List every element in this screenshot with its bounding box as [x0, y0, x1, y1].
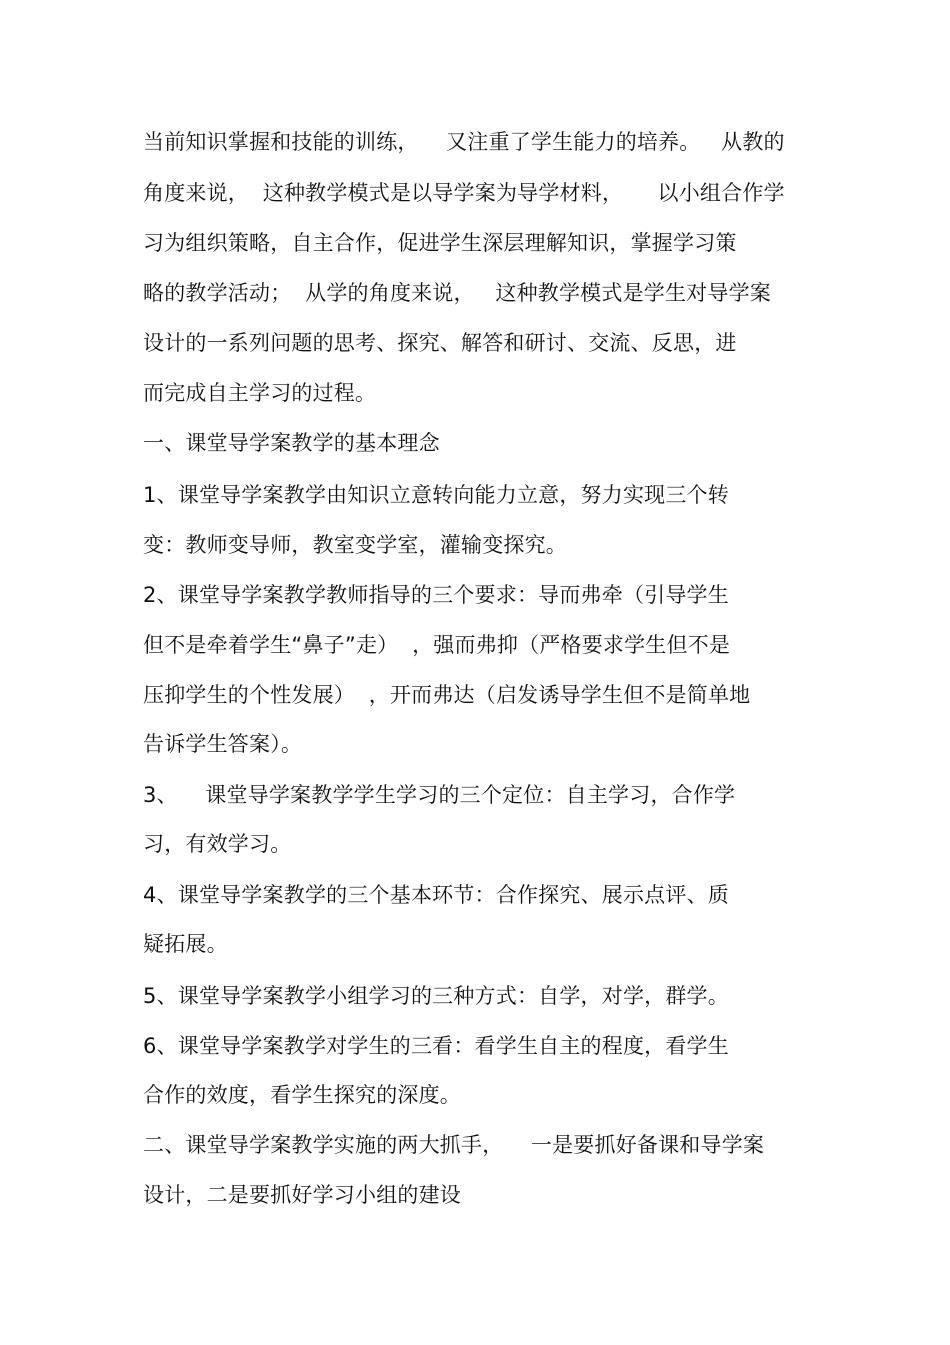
text-line-11: 但不是牵着学生“鼻子”走） ，强而弗抑（严格要求学生但不是 [143, 633, 731, 657]
text-line-15: 习，有效学习。 [143, 832, 292, 856]
text-line-9: 变：教师变导师，教室变学室，灌输变探究。 [143, 533, 567, 557]
text-line-17: 疑拓展。 [143, 932, 228, 956]
text-line-5: 设计的一系列问题的思考、探究、解答和研讨、交流、反思，进 [143, 331, 737, 355]
text-line-13: 告诉学生答案）。 [143, 732, 303, 756]
text-line-14: 3、 课堂导学案教学学生学习的三个定位：自主学习，合作学 [143, 783, 736, 807]
text-line-3: 习为组织策略，自主合作，促进学生深层理解知识，掌握学习策 [143, 231, 737, 255]
section-heading-2: 二、课堂导学案教学实施的两大抓手， 一是要抓好备课和导学案 [143, 1133, 765, 1157]
section-heading-1: 一、课堂导学案教学的基本理念 [143, 431, 440, 455]
text-line-2: 角度来说， 这种教学模式是以导学案为导学材料， 以小组合作学 [143, 181, 785, 205]
text-line-10: 2、课堂导学案教学教师指导的三个要求：导而弗牵（引导学生 [143, 583, 729, 607]
text-line-1: 当前知识掌握和技能的训练， 又注重了学生能力的培养。 从教的 [143, 130, 785, 154]
text-line-16: 4、课堂导学案教学的三个基本环节：合作探究、展示点评、质 [143, 883, 729, 907]
text-line-18: 5、课堂导学案教学小组学习的三种方式：自学，对学，群学。 [143, 984, 729, 1008]
text-line-6: 而完成自主学习的过程。 [143, 381, 377, 405]
text-line-20: 合作的效度，看学生探究的深度。 [143, 1083, 461, 1107]
text-line-4: 略的教学活动； 从学的角度来说， 这种教学模式是学生对导学案 [143, 281, 771, 305]
text-line-12: 压抑学生的个性发展） ，开而弗达（启发诱导学生但不是简单地 [143, 683, 751, 707]
text-line-22: 设计，二是要抓好学习小组的建设 [143, 1183, 461, 1207]
text-line-19: 6、课堂导学案教学对学生的三看：看学生自主的程度，看学生 [143, 1034, 729, 1058]
text-line-8: 1、课堂导学案教学由知识立意转向能力立意，努力实现三个转 [143, 483, 729, 507]
